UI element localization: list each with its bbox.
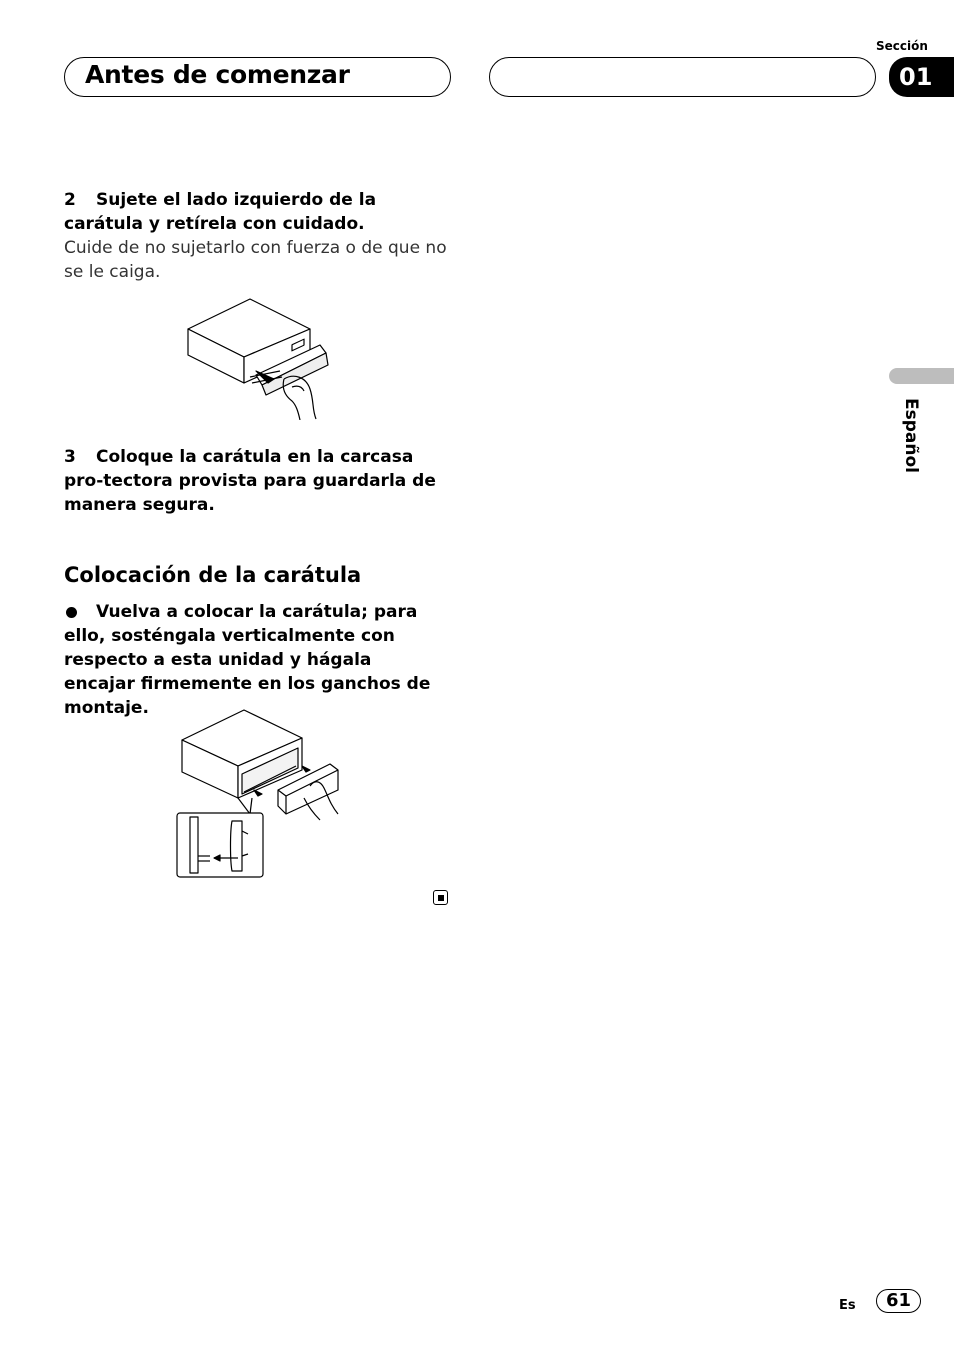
detach-faceplate-illustration <box>180 295 340 420</box>
step-text: Coloque la carátula en la carcasa pro-tectora provista para guardarla de manera segura. <box>64 447 436 515</box>
bullet-text-content: Vuelva a colocar la carátula; para ello, sosténgala verticalmente con respecto a esta unidad y hágala encajar firmemente en los ganchos de montaje. <box>64 602 431 718</box>
step-number: 3 <box>64 447 76 467</box>
page-title: Antes de comenzar <box>85 60 350 89</box>
language-side-tab <box>889 368 954 384</box>
language-label: Español <box>901 398 921 473</box>
step-text: Sujete el lado izquierdo de la carátula y retírela con cuidado. <box>64 190 377 234</box>
bullet-text <box>64 600 444 720</box>
step-number: 2 <box>64 190 76 210</box>
header-empty-bar <box>489 57 876 97</box>
step-3-title <box>64 445 454 517</box>
page-language-code: Es <box>839 1298 856 1313</box>
section-heading: Colocación de la carátula <box>64 563 362 587</box>
section-label: Sección <box>876 39 928 53</box>
attach-faceplate-illustration <box>174 706 344 881</box>
page-number: 61 <box>876 1289 921 1313</box>
section-number-badge: 01 <box>889 57 954 97</box>
step-2-title <box>64 188 454 236</box>
step-2-body: Cuide de no sujetarlo con fuerza o de que no se le caiga. <box>64 238 447 282</box>
header-title-bar <box>64 57 451 97</box>
end-of-section-icon <box>433 890 448 905</box>
